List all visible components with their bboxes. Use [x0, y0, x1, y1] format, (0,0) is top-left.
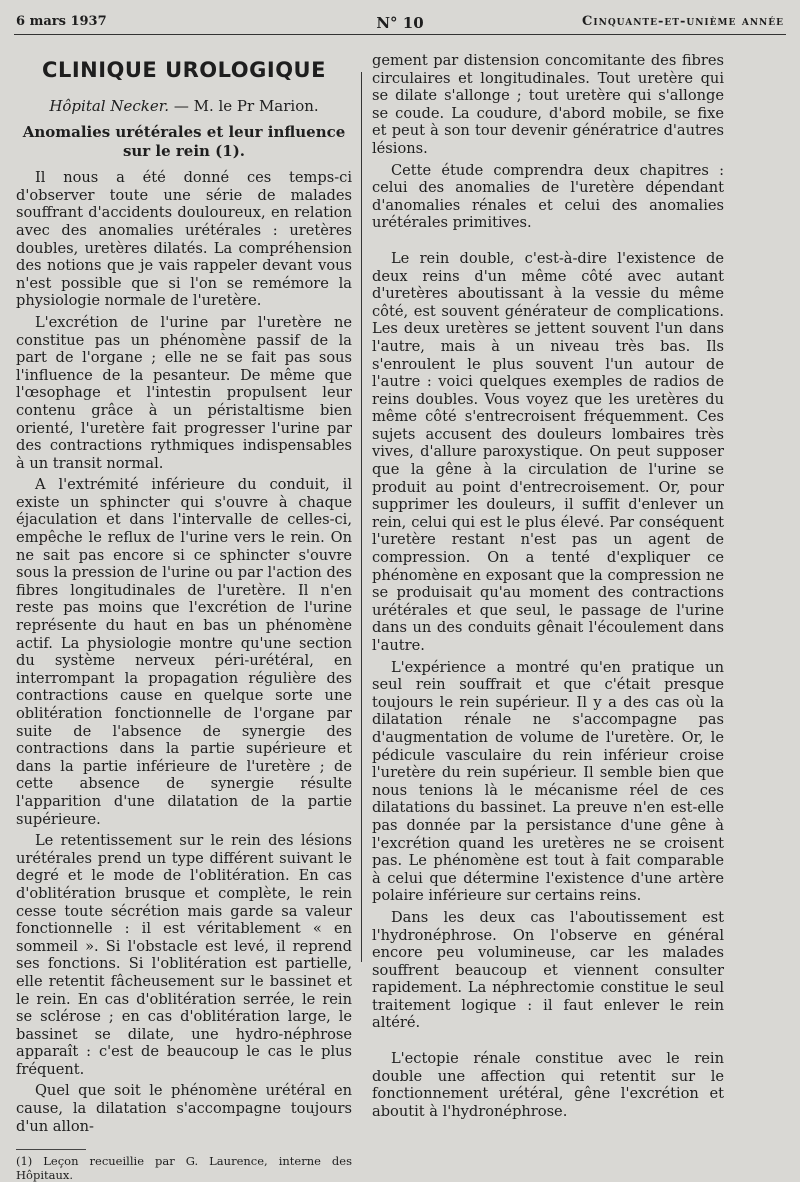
article-title: Anomalies urétérales et leur influence sur le rein (1).	[22, 123, 346, 161]
left-column	[16, 56, 352, 1182]
footnote-rule	[16, 1149, 86, 1150]
paragraph: Le retentissement sur le rein des lésions urétérales prend un type différent suivant le degré et le mode de l'oblitération. En cas d'oblitération brusque et complète, le rein cesse toute sécrétion mais garde sa valeur fonctionnelle : il est véritablement « en sommeil ». Si l'obstacle est levé, il reprend ses fonctions. Si l'oblitération est partielle, elle retentit fâcheusement sur le bassinet et le rein. En cas d'oblitération serrée, le rein se sclérose ; en cas d'oblitération large, le bassinet se dilate, une hydro-néphrose apparaît : c'est de beaucoup le cas le plus fréquent.	[16, 832, 352, 1078]
section-title: CLINIQUE UROLOGIQUE	[42, 58, 326, 82]
paragraph: Il nous a été donné ces temps-ci d'observer toute une série de malades souffrant d'accidents douloureux, en relation avec des anomalies urétérales : uretères doubles, uretères dilatés. La compréhension des notions que je vais rappeler devant vous n'est possible que si l'on se remémore la physiologie normale de l'uretère.	[16, 169, 352, 310]
hospital-line	[16, 98, 352, 116]
page-header	[16, 14, 784, 34]
right-column	[372, 52, 724, 1120]
paragraph: Quel que soit le phénomène urétéral en cause, la dilatation s'accompagne toujours d'un allon-	[16, 1082, 352, 1135]
volume-year: Cinquante-et-unième année	[582, 14, 784, 29]
paragraph: L'excrétion de l'urine par l'uretère ne constitue pas un phénomène passif de la part de l'organe ; elle ne se fait pas sous l'influence de la pesanteur. De même que l'œsophage et l'intestin propulsent leur contenu grâce à un péristaltisme bien orienté, l'uretère fait progresser l'urine par des contractions rythmiques indispensables à un transit normal.	[16, 313, 352, 472]
hospital-name: Hôpital Necker.	[49, 96, 170, 115]
author-name: — M. le Pr Marion.	[173, 96, 319, 115]
paragraph: Dans les deux cas l'aboutissement est l'hydronéphrose. On l'observe en général encore peu volumineuse, car les malades souffrent beaucoup et viennent consulter rapidement. La néphrectomie constitue le seul traitement logique : il faut enlever le rein altéré.	[372, 908, 724, 1032]
paragraph: L'expérience a montré qu'en pratique un seul rein souffrait et que c'était presque toujours le rein supérieur. Il y a des cas où la dilatation rénale ne s'accompagne pas d'augmentation de volume de l'uretère. Or, le pédicule vasculaire du rein inférieur croise l'uretère du rein supérieur. Il semble bien que nous tenions là le mécanisme réel de ces dilatations du bassinet. La preuve n'en est-elle pas donnée par la persistance d'une gêne à l'excrétion quand les uretères ne se croisent pas. Le phénomène est tout à fait comparable à celui que détermine l'existence d'une artère polaire inférieure sur certains reins.	[372, 658, 724, 905]
footnote: (1) Leçon recueillie par G. Laurence, interne des Hôpitaux.	[16, 1154, 352, 1182]
issue-number: N° 10	[376, 14, 424, 32]
paragraph: Le rein double, c'est-à-dire l'existence de deux reins d'un même côté avec autant d'uretères aboutissant à la vessie du même côté, est souvent générateur de complications. Les deux uretères se jettent souvent l'un dans l'autre, mais à un niveau très bas. Ils s'enroulent le plus souvent l'un autour de l'autre : voici quelques exemples de radios de reins doubles. Vous voyez que les uretères du même côté s'entrecroisent fréquemment. Ces sujets accusent des douleurs lombaires très vives, d'allure paroxystique. On peut supposer que la gêne à la circulation de l'urine se produit au point d'entrecroisement. Or, pour supprimer les douleurs, il suffit d'enlever un rein, celui qui est le plus élevé. Par conséquent l'uretère restant n'est pas un agent de compression. On a tenté d'expliquer ce phénomène en exposant que la compression ne se produisait qu'au moment des contractions urétérales et que seul, le passage de l'urine dans un des conduits gênait l'écoulement dans l'autre.	[372, 249, 724, 654]
column-divider	[361, 72, 362, 962]
paragraph: L'ectopie rénale constitue avec le rein double une affection qui retentit sur le fonctionnement urétéral, gêne l'excrétion et aboutit à l'hydronéphrose.	[372, 1050, 724, 1120]
issue-date: 6 mars 1937	[16, 14, 107, 29]
header-rule	[14, 34, 786, 35]
paragraph: A l'extrémité inférieure du conduit, il existe un sphincter qui s'ouvre à chaque éjaculation et dans l'intervalle de celles-ci, empêche le reflux de l'urine vers le rein. On ne sait pas encore si ce sphincter s'ouvre sous la pression de l'urine ou par l'action des fibres longitudinales de l'uretère. Il n'en reste pas moins que l'excrétion de l'urine représente du haut en bas un phénomène actif. La physiologie montre qu'une section du système nerveux péri-urétéral, en interrompant la propagation régulière des contractions cause en quelque sorte une oblitération fonctionnelle de l'organe par suite de l'absence de synergie des contractions dans la partie supérieure et dans la partie inférieure de l'uretère ; de cette absence de synergie résulte l'apparition d'une dilatation de la partie supérieure.	[16, 476, 352, 828]
paragraph: gement par distension concomitante des fibres circulaires et longitudinales. Tout uretère qui se dilate s'allonge ; tout uretère qui s'allonge se coude. La coudure, d'abord mobile, se fixe et peut à son tour devenir génératrice d'autres lésions.	[372, 52, 724, 157]
paragraph: Cette étude comprendra deux chapitres : celui des anomalies de l'uretère dépendant d'anomalies rénales et celui des anomalies urétérales primitives.	[372, 161, 724, 232]
